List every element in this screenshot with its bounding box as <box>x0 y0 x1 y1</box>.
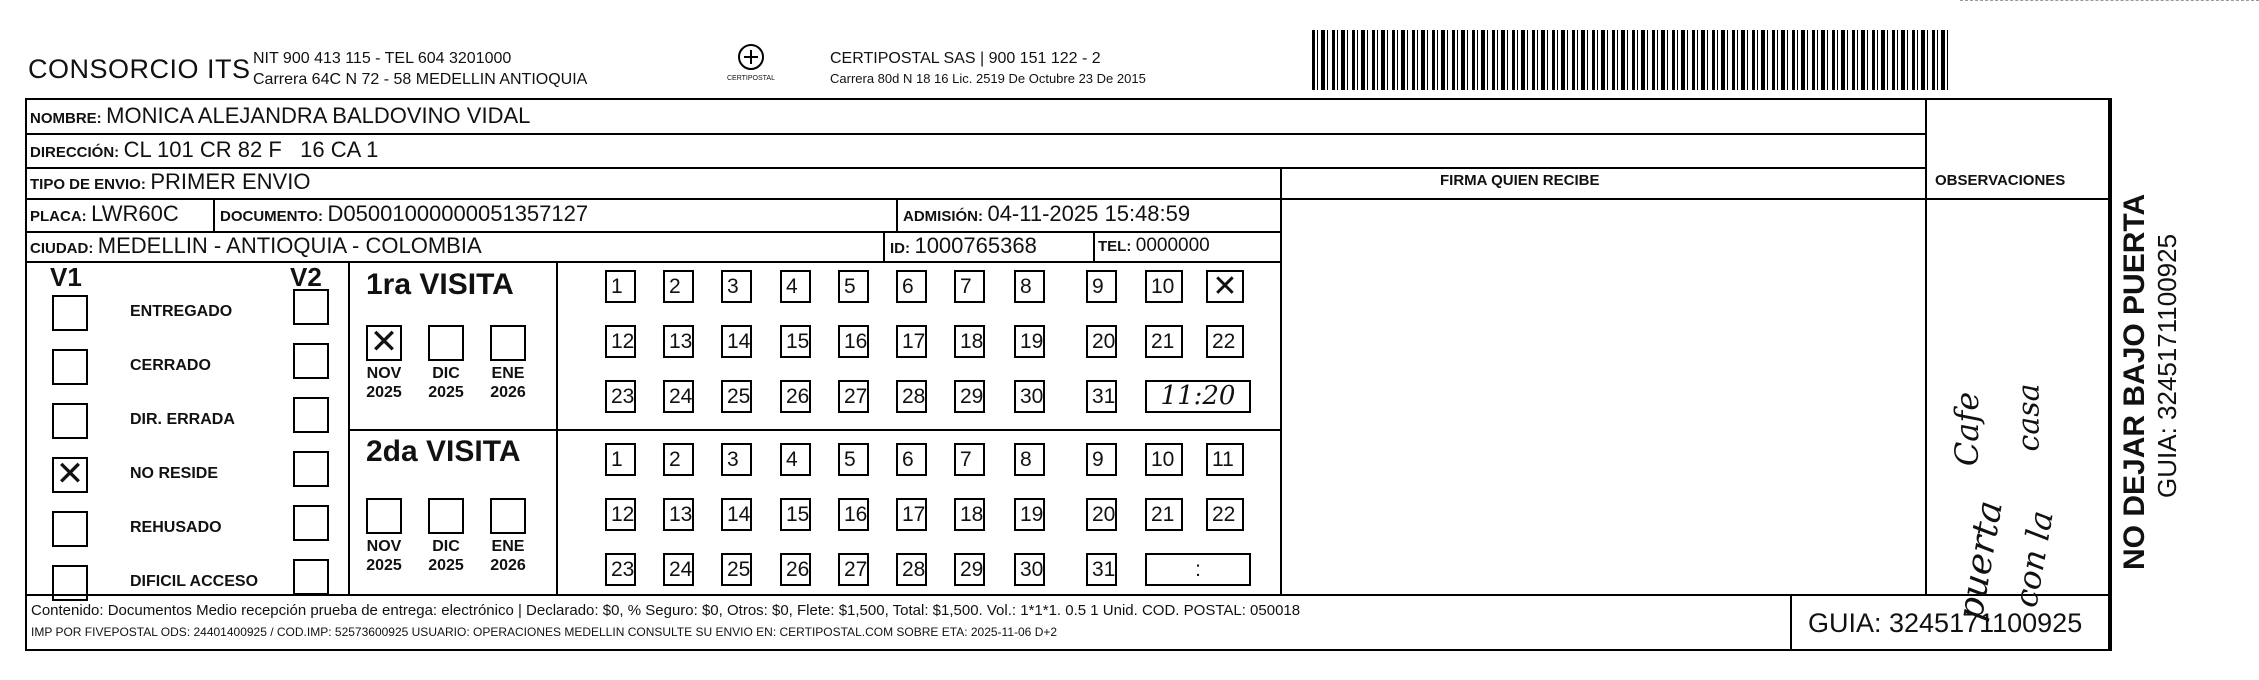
tipo-value: PRIMER ENVIO <box>150 169 311 194</box>
month-year: 2025 <box>428 557 464 574</box>
v2-day-box[interactable]: 21 <box>1145 498 1183 531</box>
v1-day-box[interactable]: 6 <box>896 270 927 303</box>
v1-day-box[interactable]: 9 <box>1086 270 1117 303</box>
v1-day-box[interactable]: 31 <box>1086 380 1117 413</box>
v2-checkbox[interactable] <box>293 505 329 541</box>
ciudad-row <box>30 232 482 260</box>
admision-row <box>903 200 1190 228</box>
v1-day-box[interactable]: 8 <box>1014 270 1045 303</box>
footer-guia: GUIA: 3245171100925 <box>1808 608 2083 638</box>
month-name: ENE <box>491 538 525 555</box>
v2-day-box[interactable]: 5 <box>838 443 869 476</box>
v1-day-box[interactable]: 28 <box>896 380 927 413</box>
v2-day-box[interactable]: 2 <box>663 443 694 476</box>
handwriting-line: con la <box>2006 507 2061 611</box>
v2-day-box[interactable]: 22 <box>1206 498 1244 531</box>
v2-month-label <box>421 537 471 575</box>
v2-label: V2 <box>290 262 322 292</box>
v1-day-box[interactable]: 12 <box>605 325 636 358</box>
admision-value: 04-11-2025 15:48:59 <box>987 201 1191 226</box>
v1-day-box[interactable]: 5 <box>838 270 869 303</box>
courier-info <box>830 48 1146 88</box>
v1-day-box[interactable]: 30 <box>1014 380 1045 413</box>
month-year: 2025 <box>428 384 464 401</box>
v1-label: V1 <box>50 262 82 292</box>
logo-emblem-icon <box>736 42 766 72</box>
v1-day-box[interactable]: 24 <box>663 380 694 413</box>
v1-day-box[interactable]: 4 <box>780 270 811 303</box>
v1-day-box[interactable]: 7 <box>954 270 985 303</box>
v2-day-box[interactable]: 19 <box>1014 498 1045 531</box>
v1-day-box[interactable]: 1 <box>605 270 636 303</box>
side-warning: NO DEJAR BAJO PUERTA <box>2118 193 2151 570</box>
v2-day-box[interactable]: 7 <box>954 443 985 476</box>
v2-day-box[interactable]: 9 <box>1086 443 1117 476</box>
v2-day-box[interactable]: 24 <box>663 553 694 586</box>
v1-checkbox[interactable] <box>52 454 88 494</box>
month-name: DIC <box>432 538 460 555</box>
certipostal-logo <box>726 42 776 82</box>
ciudad-label: CIUDAD: <box>30 240 94 257</box>
footer-content: Contenido: Documentos Medio recepción prueba de entrega: electrónico | Declarado: $0, % Seguro: $0, Otros: $0, Flete: $1,500, Total: $1,500. Vol.: 1*1*1. 0.5 1 Unid. COD. POSTAL: 050018 <box>31 602 1301 619</box>
v1-month-label <box>483 364 533 402</box>
v2-day-box[interactable]: 23 <box>605 553 636 586</box>
month-year: 2025 <box>366 557 402 574</box>
v1-day-box[interactable]: 3 <box>721 270 752 303</box>
v2-day-box[interactable]: 4 <box>780 443 811 476</box>
month-year: 2025 <box>366 384 402 401</box>
v1-day-box[interactable]: 2 <box>663 270 694 303</box>
month-name: NOV <box>366 365 402 382</box>
documento-value: D05001000000051357127 <box>327 201 589 226</box>
month-name: DIC <box>432 365 460 382</box>
placa-row <box>30 200 179 228</box>
v1-time-box[interactable]: 11:20 <box>1145 380 1251 413</box>
status-label: DIFICIL ACCESO <box>130 573 259 590</box>
v1-checkbox[interactable] <box>52 511 88 547</box>
direccion-value: CL 101 CR 82 F 16 CA 1 <box>123 137 379 162</box>
company-address: Carrera 64C N 72 - 58 MEDELLIN ANTIOQUIA <box>253 71 588 88</box>
v1-day-box[interactable]: 18 <box>954 325 985 358</box>
company-name: CONSORCIO ITS <box>28 54 251 84</box>
check-x-icon: ✕ <box>369 322 399 362</box>
ciudad-value: MEDELLIN - ANTIOQUIA - COLOMBIA <box>97 233 482 258</box>
check-x-icon: ✕ <box>1212 269 1238 304</box>
status-label: ENTREGADO <box>130 303 233 320</box>
documento-row <box>220 200 588 228</box>
v1-day-box[interactable]: 26 <box>780 380 811 413</box>
month-name: ENE <box>491 365 525 382</box>
v2-day-box[interactable]: 3 <box>721 443 752 476</box>
v2-checkbox[interactable] <box>293 451 329 487</box>
v1-month-checkbox[interactable] <box>428 325 464 361</box>
courier-name: CERTIPOSTAL SAS | 900 151 122 - 2 <box>830 50 1101 67</box>
v1-day-box[interactable]: 22 <box>1206 325 1244 358</box>
status-label: NO RESIDE <box>130 465 219 482</box>
tel-label: TEL: <box>1098 238 1132 255</box>
v2-day-box[interactable]: 31 <box>1086 553 1117 586</box>
v1-day-box[interactable]: 21 <box>1145 325 1183 358</box>
placa-label: PLACA: <box>30 208 87 225</box>
v2-checkbox[interactable] <box>293 343 329 379</box>
v1-day-box[interactable]: 16 <box>838 325 869 358</box>
direccion-label: DIRECCIÓN: <box>30 144 120 161</box>
nombre-label: NOMBRE: <box>30 110 102 127</box>
v2-day-box[interactable]: 8 <box>1014 443 1045 476</box>
month-name: NOV <box>366 538 402 555</box>
v2-checkbox[interactable] <box>293 289 329 325</box>
v2-month-label <box>483 537 533 575</box>
observaciones-handwriting <box>1940 250 2110 624</box>
v2-day-box[interactable]: 16 <box>838 498 869 531</box>
v2-day-box[interactable]: 11 <box>1206 443 1244 476</box>
v1-checkbox[interactable] <box>52 349 88 385</box>
v2-day-box[interactable]: 27 <box>838 553 869 586</box>
tel-row <box>1098 232 1210 260</box>
tel-value: 0000000 <box>1135 235 1210 256</box>
courier-address: Carrera 80d N 18 16 Lic. 2519 De Octubre 23 De 2015 <box>830 71 1146 86</box>
v2-month-checkbox[interactable] <box>490 498 526 534</box>
v2-day-box[interactable]: 18 <box>954 498 985 531</box>
v2-day-box[interactable]: 14 <box>721 498 752 531</box>
v2-day-box[interactable]: 30 <box>1014 553 1045 586</box>
handwriting-line: casa <box>2011 383 2047 452</box>
v2-day-box[interactable]: 28 <box>896 553 927 586</box>
id-value: 1000765368 <box>914 233 1037 258</box>
v1-month-checkbox[interactable] <box>366 322 402 362</box>
cut-line <box>1960 0 2259 7</box>
nombre-row <box>30 102 530 130</box>
v2-month-checkbox[interactable] <box>366 498 402 534</box>
documento-label: DOCUMENTO: <box>220 208 324 225</box>
v2-month-checkbox[interactable] <box>428 498 464 534</box>
v2-day-box[interactable]: 10 <box>1145 443 1183 476</box>
v2-checkbox[interactable] <box>293 559 329 595</box>
v2-day-box[interactable]: 26 <box>780 553 811 586</box>
tipo-row <box>30 168 310 196</box>
v1-day-box[interactable]: 20 <box>1086 325 1117 358</box>
v1-day-box[interactable]: 14 <box>721 325 752 358</box>
v1-day-box[interactable]: 10 <box>1145 270 1183 303</box>
v1-day-box[interactable]: 17 <box>896 325 927 358</box>
v1-day-box[interactable]: 19 <box>1014 325 1045 358</box>
v1-day-box[interactable]: 23 <box>605 380 636 413</box>
footer-print-info: IMP POR FIVEPOSTAL ODS: 24401400925 / COD.IMP: 52573600925 USUARIO: OPERACIONES MEDELLIN CONSULTE SU ENVIO EN: CERTIPOSTAL.COM SOBRE ETA: 2025-11-06 D+2 <box>31 625 1058 639</box>
company-nit: NIT 900 413 115 - TEL 604 3201000 <box>253 50 512 67</box>
placa-value: LWR60C <box>91 201 179 226</box>
status-label: DIR. ERRADA <box>130 411 235 428</box>
v1-checkbox[interactable] <box>52 565 88 601</box>
v2-month-label <box>359 537 409 575</box>
tipo-label: TIPO DE ENVIO: <box>30 176 146 193</box>
status-label: CERRADO <box>130 357 211 374</box>
id-row <box>890 232 1037 260</box>
v2-day-box[interactable]: 12 <box>605 498 636 531</box>
direccion-row <box>30 136 378 164</box>
v2-day-box[interactable]: 6 <box>896 443 927 476</box>
visita2-title: 2da VISITA <box>366 435 521 468</box>
handwriting-line: Cafe <box>1948 391 1987 467</box>
v1-checkbox[interactable] <box>52 295 88 331</box>
barcode <box>1312 30 1952 90</box>
v1-day-box[interactable]: 25 <box>721 380 752 413</box>
check-x-icon: ✕ <box>55 454 85 494</box>
v2-day-box[interactable]: 25 <box>721 553 752 586</box>
v1-month-label <box>421 364 471 402</box>
v2-time-box[interactable]: : <box>1145 553 1251 586</box>
firma-header: FIRMA QUIEN RECIBE <box>1440 172 1600 189</box>
v1-month-checkbox[interactable] <box>490 325 526 361</box>
nombre-value: MONICA ALEJANDRA BALDOVINO VIDAL <box>106 103 531 128</box>
visita1-title: 1ra VISITA <box>366 268 514 301</box>
v2-day-box[interactable]: 1 <box>605 443 636 476</box>
status-label: REHUSADO <box>130 519 222 536</box>
v1-checkbox[interactable] <box>52 403 88 439</box>
month-year: 2026 <box>490 557 526 574</box>
v2-day-box[interactable]: 13 <box>663 498 694 531</box>
v1-day-box[interactable]: 13 <box>663 325 694 358</box>
id-label: ID: <box>890 240 910 257</box>
side-guia: GUIA: 3245171100925 <box>2152 233 2182 498</box>
v1-day-box[interactable]: 15 <box>780 325 811 358</box>
month-year: 2026 <box>490 384 526 401</box>
admision-label: ADMISIÓN: <box>903 208 983 225</box>
v2-day-box[interactable]: 15 <box>780 498 811 531</box>
company-info <box>253 48 587 90</box>
v2-checkbox[interactable] <box>293 397 329 433</box>
handwriting-line: puerta <box>1949 497 2012 624</box>
v2-day-box[interactable]: 17 <box>896 498 927 531</box>
v2-day-box[interactable]: 20 <box>1086 498 1117 531</box>
shipping-form <box>25 98 2110 651</box>
v2-day-box[interactable]: 29 <box>954 553 985 586</box>
v1-day-box[interactable] <box>1206 270 1244 303</box>
logo-text: CERTIPOSTAL <box>727 75 775 82</box>
observaciones-header: OBSERVACIONES <box>1935 172 2066 189</box>
v1-day-box[interactable]: 27 <box>838 380 869 413</box>
v1-month-label <box>359 364 409 402</box>
v1-day-box[interactable]: 29 <box>954 380 985 413</box>
